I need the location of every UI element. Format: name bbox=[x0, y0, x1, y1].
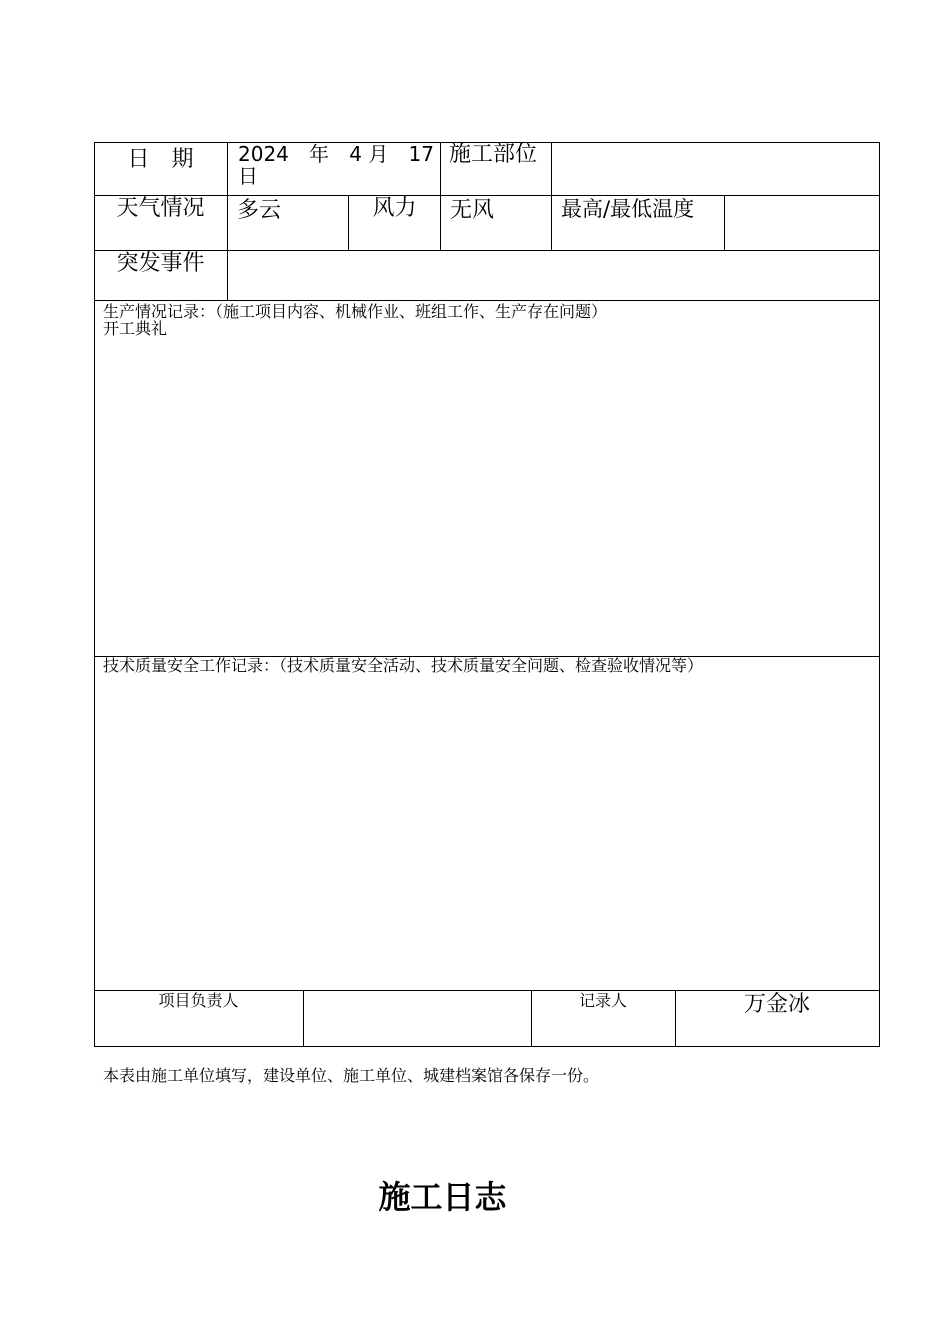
recorder-value[interactable]: 万金冰 bbox=[743, 992, 810, 1017]
weather-value[interactable]: 多云 bbox=[237, 198, 282, 223]
table-rule bbox=[440, 142, 441, 251]
table-rule bbox=[227, 142, 228, 301]
table-rule bbox=[94, 300, 880, 301]
table-border-left bbox=[94, 142, 95, 1047]
table-border-right bbox=[879, 142, 880, 1047]
manager-label: 项目负责人 bbox=[158, 991, 239, 1010]
table-rule bbox=[94, 250, 880, 251]
wind-value[interactable]: 无风 bbox=[450, 198, 495, 223]
table-rule bbox=[724, 195, 725, 251]
date-label: 日 期 bbox=[127, 147, 194, 172]
weather-label: 天气情况 bbox=[116, 196, 205, 221]
temp-label: 最高/最低温度 bbox=[561, 197, 695, 221]
page-title: 施工日志 bbox=[378, 1178, 507, 1216]
table-rule bbox=[303, 990, 304, 1047]
date-value[interactable]: 2024 年 4 月 17 日 bbox=[238, 142, 434, 188]
table-rule bbox=[551, 142, 552, 251]
recorder-label: 记录人 bbox=[578, 991, 627, 1010]
production-value[interactable]: 开工典礼 bbox=[103, 319, 168, 338]
wind-label: 风力 bbox=[372, 196, 417, 221]
location-label: 施工部位 bbox=[449, 142, 538, 167]
tech-label: 技术质量安全工作记录：（技术质量安全活动、技术质量安全问题、检查验收情况等） bbox=[103, 656, 704, 675]
production-label: 生产情况记录：（施工项目内容、机械作业、班组工作、生产存在问题） bbox=[103, 302, 608, 321]
table-border-bottom bbox=[94, 1046, 880, 1047]
footnote: 本表由施工单位填写，建设单位、施工单位、城建档案馆各保存一份。 bbox=[103, 1066, 600, 1085]
incident-label: 突发事件 bbox=[116, 251, 205, 276]
table-rule bbox=[94, 195, 880, 196]
